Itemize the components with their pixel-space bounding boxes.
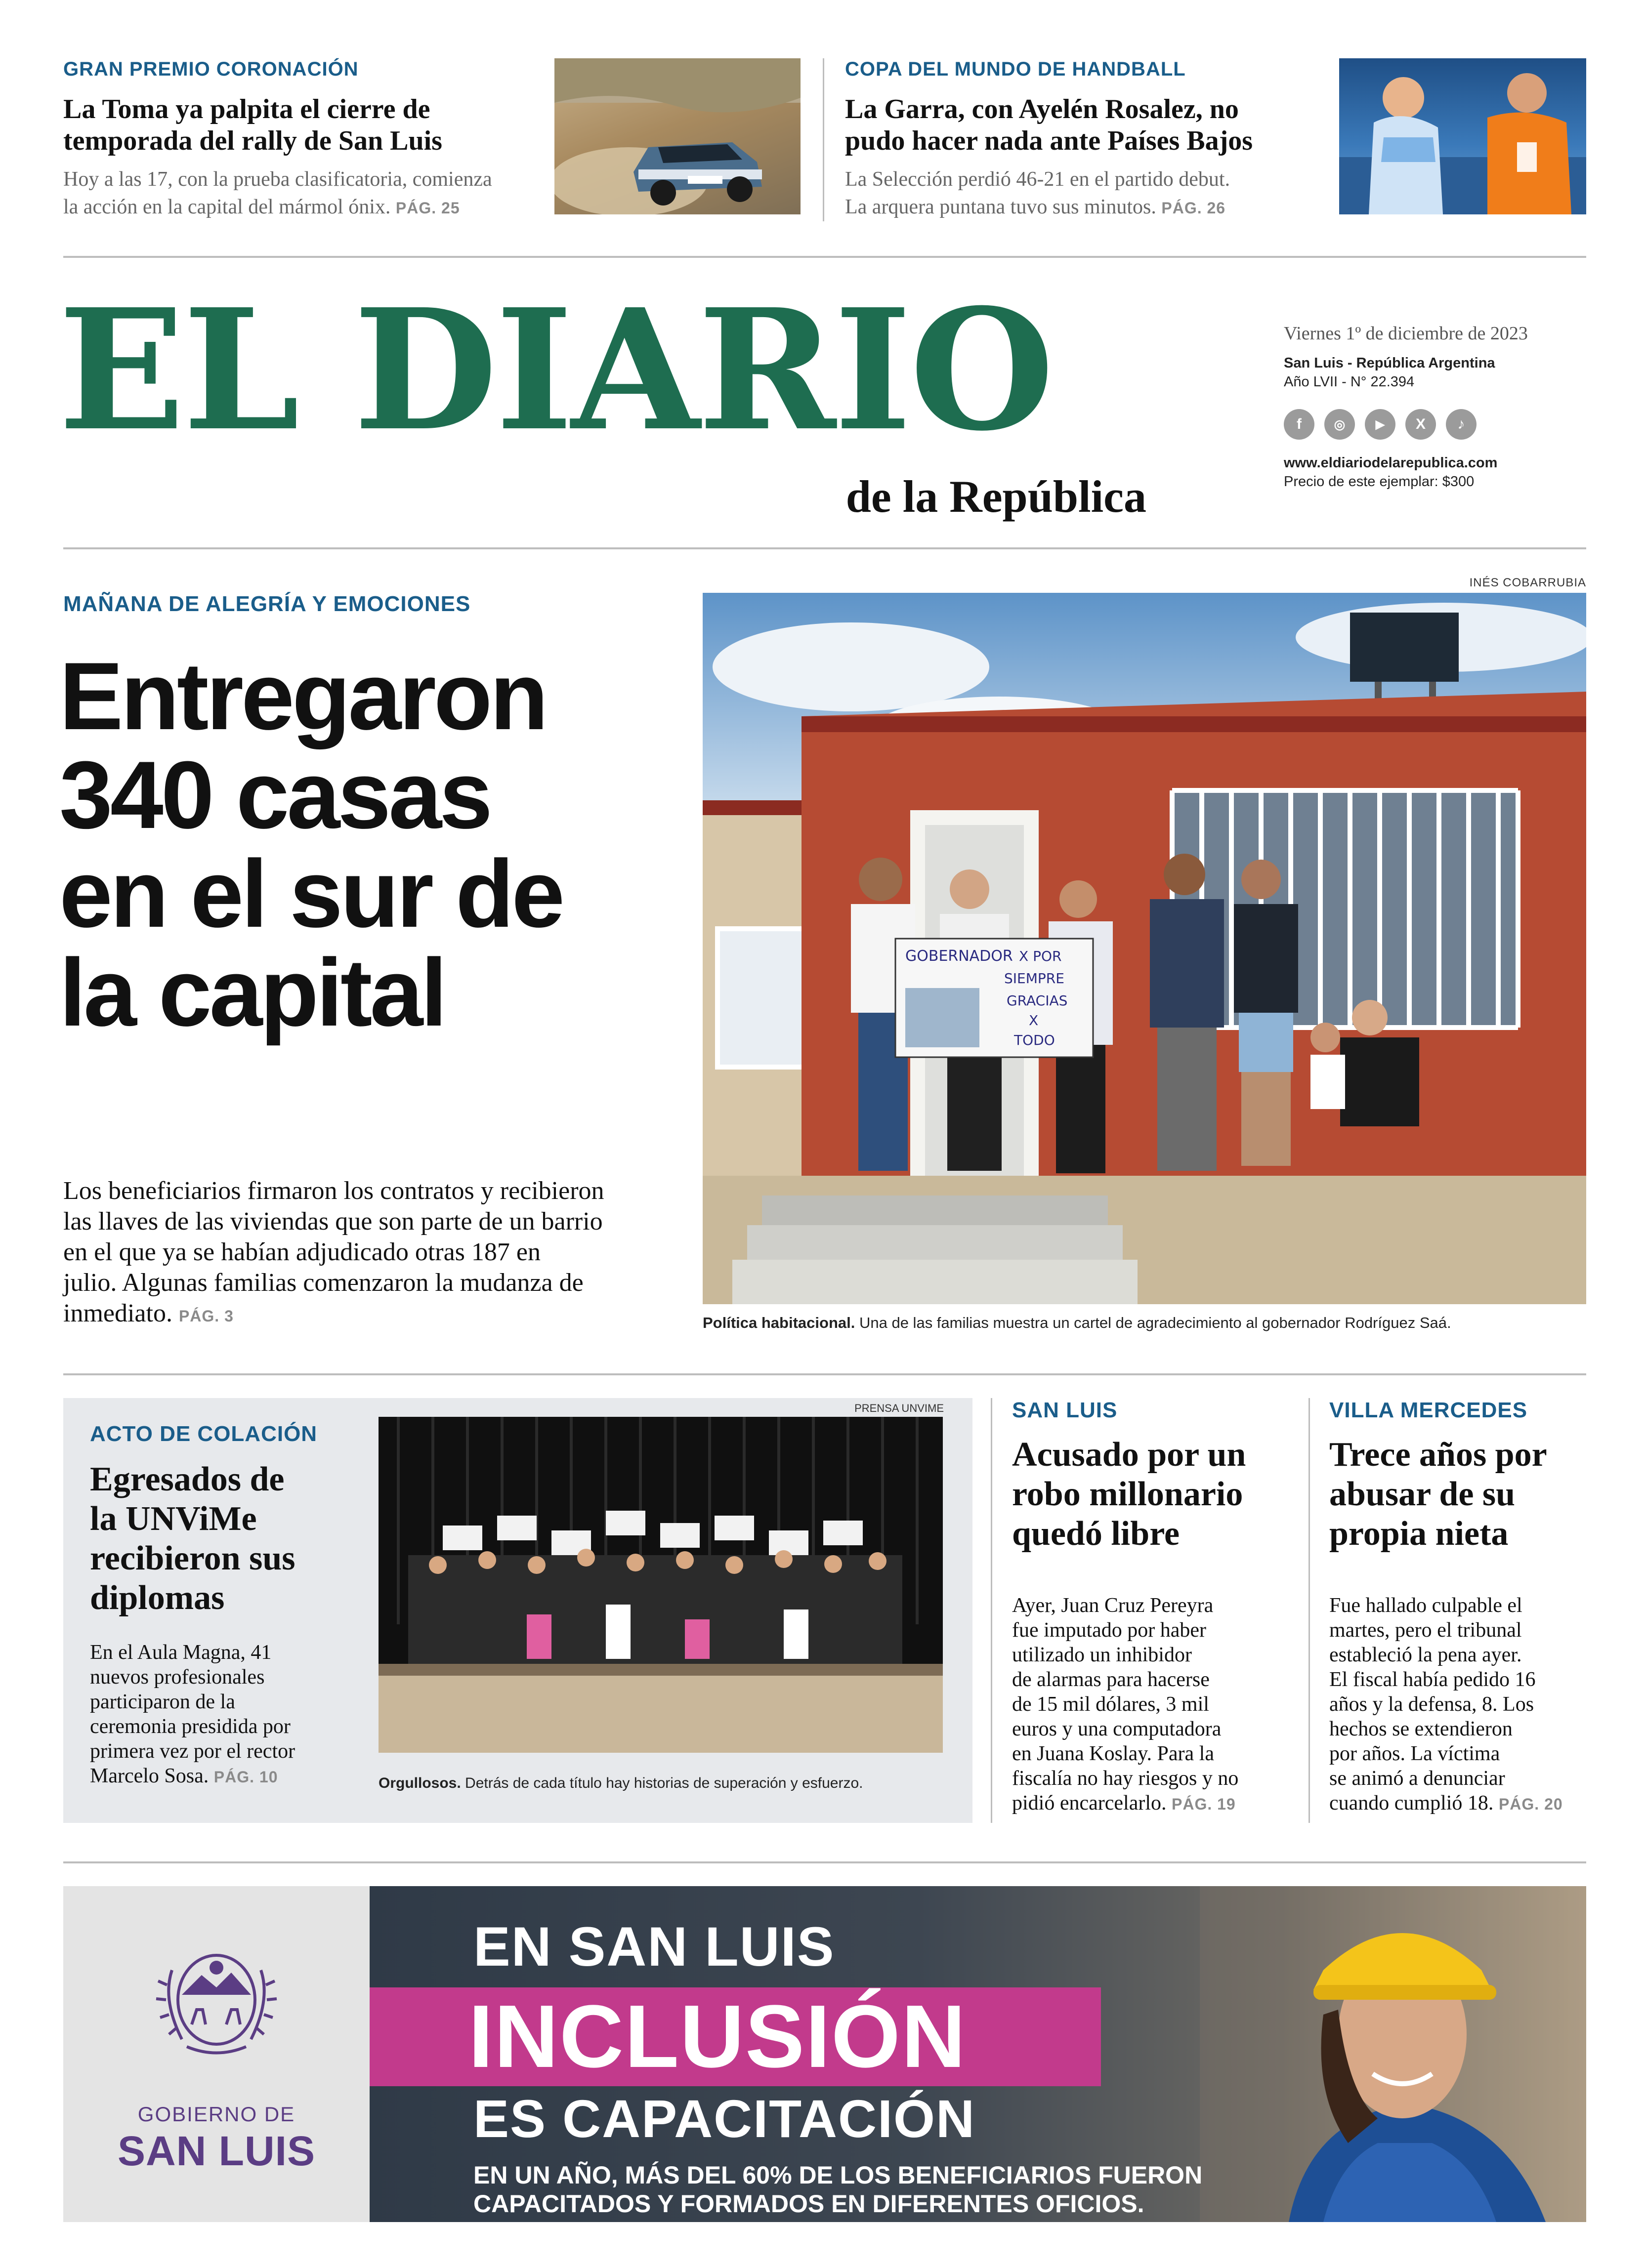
lead-kicker: MAÑANA DE ALEGRÍA Y EMOCIONES	[63, 592, 471, 616]
body-line: Hoy a las 17, con la prueba clasificatoria, comienza	[63, 168, 492, 191]
sign-text: TODO	[1014, 1032, 1055, 1048]
instagram-icon[interactable]: ◎	[1324, 409, 1355, 440]
headline-line: temporada del rally de San Luis	[63, 125, 442, 156]
top-story-rally[interactable]	[63, 58, 548, 221]
tiktok-icon[interactable]: ♪	[1446, 409, 1477, 440]
top-story-body	[845, 165, 1305, 222]
body-line: Fue hallado culpable el	[1329, 1594, 1522, 1617]
body-line: Los beneficiarios firmaron los contratos y recibieron	[63, 1177, 604, 1205]
masthead-rule	[63, 547, 1586, 549]
body-line: las llaves de las viviendas que son parte de un barrio	[63, 1207, 603, 1236]
headline-line: Entregaron	[59, 643, 546, 750]
edition-location: San Luis - República Argentina	[1284, 355, 1495, 371]
top-story-handball[interactable]	[845, 58, 1305, 221]
lead-caption	[703, 1313, 1586, 1333]
price: Precio de este ejemplar: $300	[1284, 474, 1475, 490]
colacion-kicker: ACTO DE COLACIÓN	[90, 1422, 318, 1446]
top-story-headline	[63, 93, 548, 157]
sign-text: GOBERNADOR	[905, 948, 1013, 965]
body-line: pidió encarcelarlo.	[1012, 1792, 1167, 1814]
body-line: Ayer, Juan Cruz Pereyra	[1012, 1594, 1214, 1617]
headline-line: diplomas	[90, 1579, 225, 1617]
ad-banner[interactable]	[63, 1886, 1586, 2222]
lead-body	[63, 1176, 706, 1331]
body-line: cuando cumplió 18.	[1329, 1792, 1494, 1814]
headline-line: La Toma ya palpita el cierre de	[63, 94, 430, 124]
masthead-title[interactable]: EL DIARIO	[58, 273, 1053, 468]
headline-line: abusar de su	[1329, 1475, 1516, 1513]
page-reference: PÁG. 20	[1498, 1795, 1563, 1813]
worker-photo	[1200, 1886, 1586, 2222]
headline-line: en el sur de	[59, 840, 563, 948]
lead-headline[interactable]	[59, 643, 682, 1046]
sign-text: GRACIAS	[1007, 992, 1068, 1009]
mercedes-headline[interactable]	[1329, 1435, 1586, 1554]
body-line: Marcelo Sosa.	[90, 1765, 209, 1787]
facebook-icon[interactable]: f	[1284, 409, 1314, 440]
page-reference: PÁG. 10	[213, 1768, 278, 1786]
page-reference: PÁG. 3	[178, 1307, 234, 1325]
column-divider	[991, 1398, 992, 1823]
headline-line: pudo hacer nada ante Países Bajos	[845, 125, 1253, 156]
page-reference: PÁG. 19	[1172, 1795, 1236, 1813]
masthead-subtitle: de la República	[845, 471, 1146, 522]
masthead-info	[1284, 321, 1590, 491]
lead-rule	[63, 1373, 1586, 1375]
headline-line: la capital	[59, 939, 445, 1046]
youtube-icon[interactable]: ▶	[1365, 409, 1395, 440]
colacion-caption	[379, 1773, 943, 1793]
headline-line: quedó libre	[1012, 1515, 1180, 1553]
body-line: euros y una computadora	[1012, 1718, 1222, 1740]
body-line: inmediato.	[63, 1299, 172, 1327]
x-icon[interactable]: X	[1405, 409, 1436, 440]
page-reference: PÁG. 25	[395, 199, 460, 217]
ad-line5: CAPACITADOS Y FORMADOS EN DIFERENTES OFICIOS.	[473, 2190, 1144, 2218]
gov-name-top: GOBIERNO DE	[137, 2103, 295, 2126]
colacion-photo-credit: PRENSA UNVIME	[854, 1402, 944, 1414]
top-rule	[63, 256, 1586, 258]
handball-photo	[1339, 58, 1586, 214]
sanluis-body	[1012, 1593, 1308, 1816]
body-line: ceremonia presidida por	[90, 1715, 291, 1738]
sanluis-headline[interactable]	[1012, 1435, 1308, 1554]
body-line: nuevos profesionales	[90, 1666, 265, 1689]
colacion-headline[interactable]	[90, 1460, 367, 1618]
top-story-headline	[845, 93, 1305, 157]
mercedes-kicker: VILLA MERCEDES	[1329, 1398, 1528, 1422]
headline-line: Trece años por	[1329, 1436, 1547, 1474]
body-line: en Juana Koslay. Para la	[1012, 1742, 1214, 1765]
sign-text: X	[1029, 1012, 1039, 1029]
ad-line3: ES CAPACITACIÓN	[473, 2089, 976, 2148]
edition-date: Viernes 1º de diciembre de 2023	[1284, 323, 1528, 344]
body-line: julio. Algunas familias comenzaron la mudanza de	[63, 1269, 584, 1297]
body-line: se animó a denunciar	[1329, 1767, 1505, 1790]
top-story-body	[63, 165, 548, 222]
body-line: fue imputado por haber	[1012, 1619, 1207, 1642]
sign-text: X POR	[1019, 948, 1062, 964]
headline-line: robo millonario	[1012, 1475, 1243, 1513]
sign-text: SIEMPRE	[1004, 970, 1064, 987]
body-line: de 15 mil dólares, 3 mil	[1012, 1693, 1209, 1716]
rally-photo	[554, 58, 801, 214]
body-line: participaron de la	[90, 1691, 235, 1713]
gov-logo-panel	[63, 1886, 370, 2222]
column-divider	[1308, 1398, 1310, 1823]
body-line: hechos se extendieron	[1329, 1718, 1513, 1740]
body-line: La Selección perdió 46-21 en el partido debut.	[845, 168, 1230, 191]
headline-line: recibieron sus	[90, 1539, 295, 1577]
ad-line1: EN SAN LUIS	[473, 1916, 835, 1978]
body-line: estableció la pena ayer.	[1329, 1644, 1522, 1666]
ad-line2: INCLUSIÓN	[468, 1987, 967, 2086]
headline-line: Acusado por un	[1012, 1436, 1246, 1474]
caption-text: Una de las familias muestra un cartel de agradecimiento al gobernador Rodríguez Saá.	[859, 1314, 1451, 1331]
body-line: El fiscal había pedido 16	[1329, 1668, 1536, 1691]
province-seal-icon	[152, 1940, 281, 2059]
headline-line: la UNViMe	[90, 1500, 257, 1538]
caption-bold: Orgullosos.	[379, 1775, 461, 1791]
headline-line: 340 casas	[59, 742, 491, 849]
headline-line: La Garra, con Ayelén Rosalez, no	[845, 94, 1239, 124]
colacion-photo	[379, 1417, 943, 1753]
body-line: años y la defensa, 8. Los	[1329, 1693, 1534, 1716]
body-line: utilizado un inhibidor	[1012, 1644, 1192, 1666]
bottom-rule	[63, 1861, 1586, 1863]
lead-photo-credit: INÉS COBARRUBIA	[1469, 576, 1586, 589]
page-reference: PÁG. 26	[1161, 199, 1226, 217]
edition-number: Año LVII - N° 22.394	[1284, 374, 1415, 390]
caption-text: Detrás de cada título hay historias de superación y esfuerzo.	[465, 1775, 863, 1791]
ad-line4: EN UN AÑO, MÁS DEL 60% DE LOS BENEFICIARIOS FUERON	[473, 2161, 1203, 2189]
body-line: en el que ya se habían adjudicado otras 187 en	[63, 1238, 541, 1266]
gov-name-bottom: SAN LUIS	[117, 2128, 316, 2174]
body-line: primera vez por el rector	[90, 1740, 295, 1763]
body-line: de alarmas para hacerse	[1012, 1668, 1210, 1691]
social-icons	[1284, 409, 1590, 440]
website-link[interactable]: www.eldiariodelarepublica.com	[1284, 455, 1498, 471]
mercedes-body	[1329, 1593, 1586, 1816]
body-line: En el Aula Magna, 41	[90, 1641, 272, 1664]
body-line: la acción en la capital del mármol ónix.	[63, 196, 391, 218]
lead-photo	[703, 593, 1586, 1304]
sanluis-kicker: SAN LUIS	[1012, 1398, 1118, 1422]
body-line: La arquera puntana tuvo sus minutos.	[845, 196, 1156, 218]
colacion-body	[90, 1640, 367, 1789]
top-story-kicker: COPA DEL MUNDO DE HANDBALL	[845, 58, 1186, 80]
top-divider	[823, 58, 824, 221]
body-line: por años. La víctima	[1329, 1742, 1500, 1765]
headline-line: propia nieta	[1329, 1515, 1509, 1553]
body-line: martes, pero el tribunal	[1329, 1619, 1522, 1642]
caption-bold: Política habitacional.	[703, 1314, 855, 1331]
top-story-kicker: GRAN PREMIO CORONACIÓN	[63, 58, 359, 80]
headline-line: Egresados de	[90, 1460, 285, 1498]
body-line: fiscalía no hay riesgos y no	[1012, 1767, 1239, 1790]
